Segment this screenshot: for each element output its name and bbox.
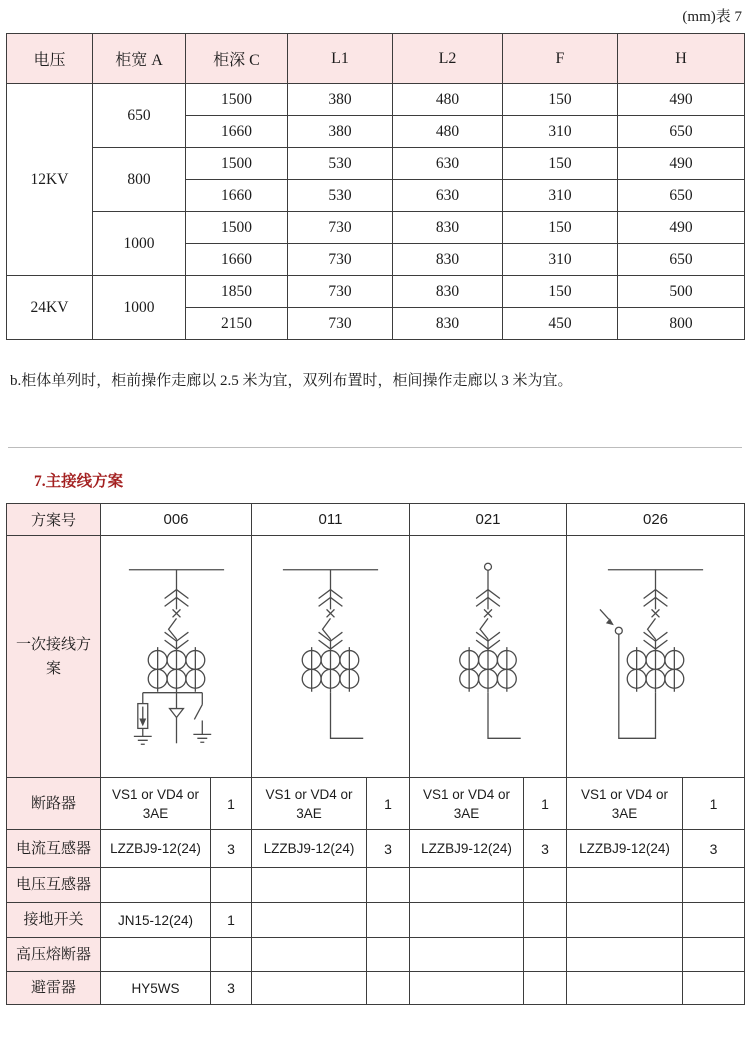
column-header-f: F xyxy=(503,34,618,84)
row-label-cell: 避雷器 xyxy=(7,972,101,1005)
equipment-type-cell xyxy=(101,938,211,972)
equipment-type-cell xyxy=(567,972,683,1005)
equipment-qty-cell: 3 xyxy=(524,830,567,868)
equipment-qty-cell xyxy=(367,903,410,938)
equipment-qty-cell: 3 xyxy=(683,830,745,868)
value-cell: 650 xyxy=(618,180,745,212)
table-caption: (mm)表 7 xyxy=(682,9,742,25)
column-header-l2: L2 xyxy=(393,34,503,84)
equipment-qty-cell: 3 xyxy=(367,830,410,868)
equipment-type-cell xyxy=(252,972,367,1005)
row-label-cell: 电压互感器 xyxy=(7,868,101,903)
equipment-qty-cell xyxy=(683,868,745,903)
column-header-width-a: 柜宽 A xyxy=(93,34,186,84)
equipment-qty-cell xyxy=(367,972,410,1005)
incoming-arrow-symbol xyxy=(600,609,614,625)
value-cell: 1500 xyxy=(186,84,288,116)
equipment-type-cell: VS1 or VD4 or 3AE xyxy=(410,778,524,830)
row-label-cell: 断路器 xyxy=(7,778,101,830)
equipment-row xyxy=(7,903,745,938)
value-cell: 1660 xyxy=(186,180,288,212)
value-cell: 730 xyxy=(288,276,393,308)
value-cell: 150 xyxy=(503,212,618,244)
value-cell: 150 xyxy=(503,148,618,180)
diagram-cell xyxy=(101,536,252,778)
dimension-table xyxy=(6,33,745,340)
equipment-type-cell: VS1 or VD4 or 3AE xyxy=(567,778,683,830)
scheme-number-header: 方案号 xyxy=(7,504,101,536)
equipment-qty-cell xyxy=(211,938,252,972)
top-connection-point xyxy=(485,563,492,570)
equipment-qty-cell: 3 xyxy=(211,830,252,868)
equipment-type-cell xyxy=(252,938,367,972)
value-cell: 500 xyxy=(618,276,745,308)
equipment-qty-cell xyxy=(524,903,567,938)
earthing-switch-symbol xyxy=(194,693,202,735)
column-header-l1: L1 xyxy=(288,34,393,84)
scheme-id-cell: 026 xyxy=(567,504,745,536)
scheme-table xyxy=(6,503,745,1005)
value-cell: 150 xyxy=(503,84,618,116)
equipment-type-cell xyxy=(567,903,683,938)
value-cell: 630 xyxy=(393,180,503,212)
equipment-qty-cell: 3 xyxy=(211,972,252,1005)
equipment-type-cell: HY5WS xyxy=(101,972,211,1005)
equipment-qty-cell: 1 xyxy=(211,903,252,938)
value-cell: 800 xyxy=(618,308,745,340)
width-cell: 800 xyxy=(93,148,186,212)
equipment-type-cell: LZZBJ9-12(24) xyxy=(101,830,211,868)
value-cell: 530 xyxy=(288,180,393,212)
voltage-cell: 24KV xyxy=(7,276,93,340)
equipment-qty-cell xyxy=(211,868,252,903)
equipment-qty-cell: 1 xyxy=(683,778,745,830)
equipment-type-cell: LZZBJ9-12(24) xyxy=(567,830,683,868)
equipment-qty-cell xyxy=(524,972,567,1005)
voltage-cell: 12KV xyxy=(7,84,93,276)
value-cell: 830 xyxy=(393,212,503,244)
scheme-header-row xyxy=(7,504,745,536)
value-cell: 150 xyxy=(503,276,618,308)
value-cell: 490 xyxy=(618,148,745,180)
single-line-diagram-011 xyxy=(253,536,408,777)
value-cell: 1850 xyxy=(186,276,288,308)
value-cell: 310 xyxy=(503,116,618,148)
cable-outgoing-symbol xyxy=(331,693,364,739)
equipment-qty-cell: 1 xyxy=(524,778,567,830)
equipment-row xyxy=(7,972,745,1005)
width-cell: 650 xyxy=(93,84,186,148)
value-cell: 1660 xyxy=(186,116,288,148)
equipment-type-cell: VS1 or VD4 or 3AE xyxy=(101,778,211,830)
equipment-qty-cell: 1 xyxy=(367,778,410,830)
equipment-type-cell: LZZBJ9-12(24) xyxy=(410,830,524,868)
value-cell: 650 xyxy=(618,244,745,276)
column-header-h: H xyxy=(618,34,745,84)
table-row xyxy=(7,148,745,180)
value-cell: 730 xyxy=(288,212,393,244)
equipment-qty-cell xyxy=(367,868,410,903)
diagram-cell xyxy=(567,536,745,778)
column-header-depth-c: 柜深 C xyxy=(186,34,288,84)
cable-outgoing-symbol xyxy=(169,693,183,744)
value-cell: 380 xyxy=(288,116,393,148)
equipment-qty-cell xyxy=(683,938,745,972)
value-cell: 480 xyxy=(393,84,503,116)
equipment-type-cell: JN15-12(24) xyxy=(101,903,211,938)
single-line-diagram-006 xyxy=(102,536,251,777)
equipment-qty-cell xyxy=(683,903,745,938)
value-cell: 830 xyxy=(393,308,503,340)
equipment-type-cell xyxy=(252,903,367,938)
value-cell: 1500 xyxy=(186,148,288,180)
equipment-qty-cell: 1 xyxy=(211,778,252,830)
value-cell: 650 xyxy=(618,116,745,148)
row-label-cell: 高压熔断器 xyxy=(7,938,101,972)
equipment-type-cell xyxy=(410,938,524,972)
diagram-cell xyxy=(410,536,567,778)
section-divider xyxy=(8,447,742,448)
equipment-qty-cell xyxy=(367,938,410,972)
value-cell: 830 xyxy=(393,276,503,308)
value-cell: 310 xyxy=(503,180,618,212)
table-row xyxy=(7,212,745,244)
equipment-type-cell xyxy=(410,903,524,938)
row-label-cell: 接地开关 xyxy=(7,903,101,938)
section-heading: 7.主接线方案 xyxy=(34,473,124,490)
single-line-diagram-026 xyxy=(568,536,743,777)
equipment-type-cell xyxy=(410,972,524,1005)
scheme-id-cell: 011 xyxy=(252,504,410,536)
value-cell: 490 xyxy=(618,212,745,244)
value-cell: 310 xyxy=(503,244,618,276)
equipment-row xyxy=(7,778,745,830)
equipment-qty-cell xyxy=(524,868,567,903)
row-label-cell: 一次接线方案 xyxy=(7,536,101,778)
cable-outgoing-symbol xyxy=(488,693,521,739)
value-cell: 530 xyxy=(288,148,393,180)
equipment-type-cell xyxy=(410,868,524,903)
equipment-type-cell: VS1 or VD4 or 3AE xyxy=(252,778,367,830)
note-paragraph: b.柜体单列时，柜前操作走廊以 2.5 米为宜，双列布置时，柜间操作走廊以 3 米为宜。 xyxy=(10,373,573,389)
value-cell: 2150 xyxy=(186,308,288,340)
value-cell: 730 xyxy=(288,308,393,340)
equipment-row xyxy=(7,830,745,868)
table-row xyxy=(7,276,745,308)
equipment-row xyxy=(7,868,745,903)
value-cell: 450 xyxy=(503,308,618,340)
width-cell: 1000 xyxy=(93,212,186,276)
column-header-voltage: 电压 xyxy=(7,34,93,84)
value-cell: 380 xyxy=(288,84,393,116)
diagram-cell xyxy=(252,536,410,778)
equipment-type-cell xyxy=(567,868,683,903)
row-label-cell: 电流互感器 xyxy=(7,830,101,868)
value-cell: 1660 xyxy=(186,244,288,276)
value-cell: 830 xyxy=(393,244,503,276)
equipment-type-cell xyxy=(567,938,683,972)
single-line-diagram-021 xyxy=(411,536,565,777)
value-cell: 1500 xyxy=(186,212,288,244)
equipment-type-cell: LZZBJ9-12(24) xyxy=(252,830,367,868)
value-cell: 490 xyxy=(618,84,745,116)
scheme-id-cell: 021 xyxy=(410,504,567,536)
value-cell: 730 xyxy=(288,244,393,276)
equipment-qty-cell xyxy=(683,972,745,1005)
table-header-row xyxy=(7,34,745,84)
surge-arrester-symbol xyxy=(137,693,147,737)
width-cell: 1000 xyxy=(93,276,186,340)
equipment-type-cell xyxy=(252,868,367,903)
table-row xyxy=(7,84,745,116)
scheme-id-cell: 006 xyxy=(101,504,252,536)
value-cell: 480 xyxy=(393,116,503,148)
equipment-type-cell xyxy=(101,868,211,903)
diagram-row xyxy=(7,536,745,778)
equipment-qty-cell xyxy=(524,938,567,972)
equipment-row xyxy=(7,938,745,972)
value-cell: 630 xyxy=(393,148,503,180)
